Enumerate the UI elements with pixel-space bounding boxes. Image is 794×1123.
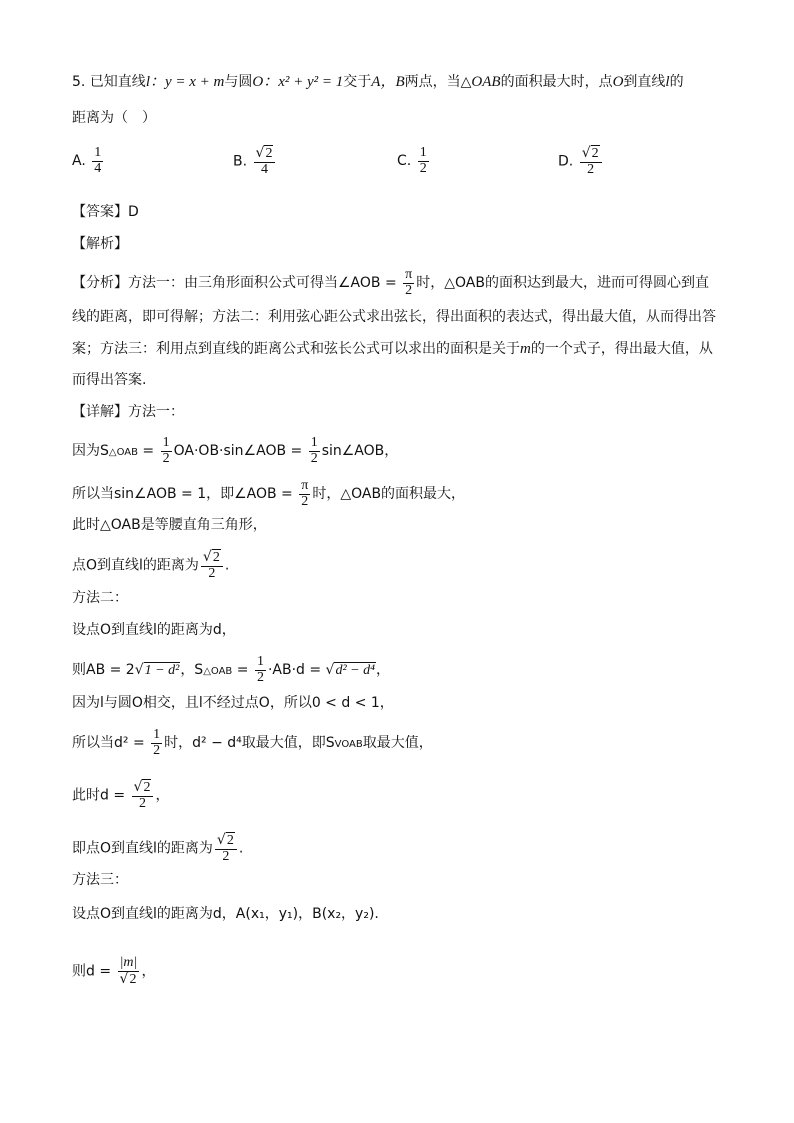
m2-line-4: 所以当d² = $\frac{1}{2}$ 时，d² − d⁴取最大值，即SVOAB取最大值， (72, 727, 433, 758)
m2-line-3: 因为l与圆O相交，且l不经过点O，所以0 < d < 1， (72, 695, 394, 711)
question-number: 5. (72, 74, 86, 90)
fenxi-line-1: 【分析】方法一：由三角形面积公式可得当∠AOB = $\frac{\pi}{2}$ 时，△OAB的面积达到最大，进而可得圆心到直 (72, 267, 709, 298)
question-line-1: 5. 已知直线l：y = x + m与圆O：x² + y² = 1交于A，B两点，当△OAB的面积最大时，点O到直线l的 (72, 74, 684, 90)
m3-line-1: 设点O到直线l的距离为d，A(x₁，y₁)，B(x₂，y₂). (72, 906, 379, 922)
fenxi-line-3: 案；方法三：利用点到直线的距离公式和弦长公式可以求出的面积是关于m的一个式子，得出最大值，从 (72, 341, 713, 357)
m1-line-2: 所以当sin∠AOB = 1，即∠AOB = $\frac{\pi}{2}$ 时，△OAB的面积最大， (72, 478, 466, 509)
fenxi-line-2: 线的距离，即可得解；方法二：利用弦心距公式求出弦长，得出面积的表达式，得出最大值，从而得出答 (72, 309, 716, 325)
detail-label-line: 【详解】方法一： (72, 404, 184, 420)
m2-line-5: 此时d = $\frac{√2}{2}$ ， (72, 779, 170, 811)
m2-line-2: 则AB = 2√1 − d²，S△OAB = $\frac{1}{2}$ ·AB·d = √d² − d⁴， (72, 654, 390, 685)
m2-line-6: 即点O到直线l的距离为 $\frac{√2}{2}$ . (72, 832, 244, 864)
m1-line-3: 此时△OAB是等腰直角三角形， (72, 517, 267, 533)
method2-label: 方法二： (72, 590, 128, 606)
m3-line-2: 则d = $\frac{|m|}{√2}$ ， (72, 955, 156, 987)
m2-line-1: 设点O到直线l的距离为d， (72, 622, 236, 638)
option-d[interactable]: D. $\frac{√2}{2}$ (558, 146, 604, 177)
fenxi-line-4: 而得出答案. (72, 372, 147, 388)
option-c[interactable]: C. $\frac{1}{2}$ (397, 145, 427, 176)
answer-line: 【答案】D (72, 204, 139, 220)
question-line-2: 距离为（ ） (72, 110, 156, 126)
analysis-label: 【解析】 (72, 236, 128, 252)
method3-label: 方法三： (72, 872, 128, 888)
answer-value: D (128, 204, 139, 220)
option-b[interactable]: B. $\frac{√2}{4}$ (233, 146, 277, 177)
m1-line-4: 点O到直线l的距离为 $\frac{√2}{2}$ . (72, 549, 230, 581)
m1-line-1: 因为S△OAB = $\frac{1}{2}$ OA·OB·sin∠AOB = $\frac{1}{2}$ sin∠AOB， (72, 435, 399, 466)
option-a[interactable]: A. $\frac{1}{4}$ (72, 145, 102, 176)
